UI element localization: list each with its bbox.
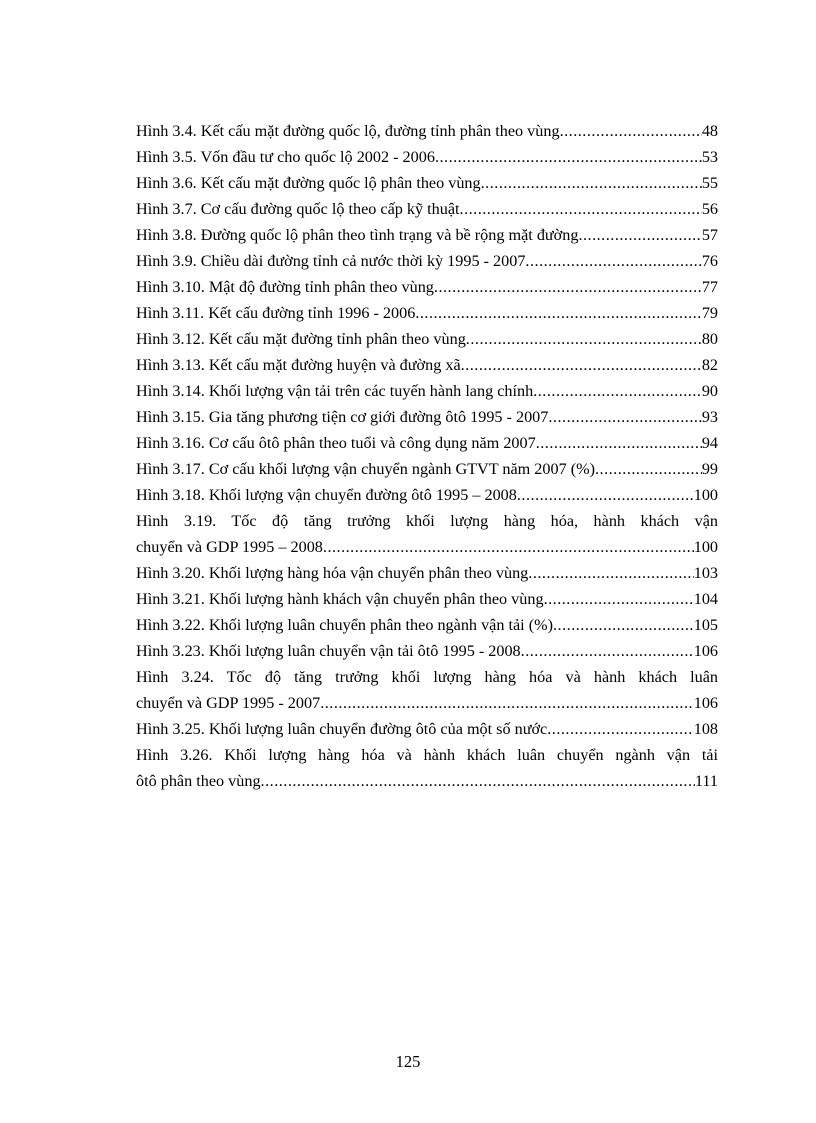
dot-leader [544,586,694,612]
entry-page: 55 [701,174,718,192]
entry-label: Hình 3.25. Khối lượng luân chuyển đường ôtô của một số nước [136,720,548,738]
dot-leader [533,378,702,404]
toc-entry-3-13 [136,352,718,378]
entry-label: Hình 3.21. Khối lượng hành khách vận chuyển phân theo vùng [136,590,544,608]
dot-leader [323,534,694,560]
toc-entry-3-16 [136,430,718,456]
entry-page: 53 [701,148,718,166]
entry-label: Hình 3.23. Khối lượng luân chuyển vận tải ôtô 1995 - 2008 [136,642,521,660]
entry-label: Hình 3.15. Gia tăng phương tiện cơ giới đường ôtô 1995 - 2007 [136,408,549,426]
toc-entry-3-12 [136,326,718,352]
entry-page: 106 [693,642,718,660]
entry-label: Hình 3.7. Cơ cấu đường quốc lộ theo cấp kỹ thuật [136,200,460,218]
dot-leader [517,482,694,508]
toc-entry-3-20 [136,560,718,586]
toc-entry-3-11 [136,300,718,326]
entry-page: 111 [694,772,718,790]
toc-entry-3-19 [136,508,718,560]
dot-leader [435,144,702,170]
toc-entry-3-9 [136,248,718,274]
dot-leader [553,612,694,638]
entry-label: Hình 3.12. Kết cấu mặt đường tỉnh phân theo vùng [136,330,466,348]
entry-label: Hình 3.9. Chiều dài đường tỉnh cả nước thời kỳ 1995 - 2007 [136,252,526,270]
dot-leader [481,170,702,196]
toc-entry-3-5 [136,144,718,170]
toc-entry-3-26 [136,742,718,794]
toc-entry-3-24 [136,664,718,716]
toc-entry-3-18 [136,482,718,508]
entry-page: 57 [701,226,718,244]
entry-label-continued: chuyển và GDP 1995 – 2008 [136,538,323,556]
toc-entry-3-17 [136,456,718,482]
toc-entry-3-21 [136,586,718,612]
dot-leader [536,430,702,456]
toc-entry-3-8 [136,222,718,248]
entry-label: Hình 3.8. Đường quốc lộ phân theo tình trạng và bề rộng mặt đường [136,226,579,244]
entry-label: Hình 3.11. Kết cấu đường tỉnh 1996 - 2006 [136,304,416,322]
toc-entry-3-14 [136,378,718,404]
entry-label: Hình 3.10. Mật độ đường tỉnh phân theo vùng [136,278,434,296]
dot-leader [547,716,693,742]
entry-page: 100 [693,538,718,556]
entry-page: 90 [701,382,718,400]
toc-entry-3-22 [136,612,718,638]
toc-entry-3-7 [136,196,718,222]
entry-label: Hình 3.5. Vốn đầu tư cho quốc lộ 2002 - 2006 [136,148,435,166]
entry-page: 56 [701,200,718,218]
toc-entry-3-25 [136,716,718,742]
entry-label: Hình 3.26. Khối lượng hàng hóa và hành khách luân chuyển ngành vận tải [136,746,718,764]
toc-entry-3-4 [136,118,718,144]
dot-leader [261,768,695,794]
entry-label: Hình 3.22. Khối lượng luân chuyển phân theo ngành vận tải (%) [136,616,553,634]
entry-page: 103 [693,564,718,582]
toc-entry-3-6 [136,170,718,196]
table-of-figures [136,118,718,794]
entry-label: Hình 3.17. Cơ cấu khối lượng vận chuyển ngành GTVT năm 2007 (%) [136,460,595,478]
dot-leader [460,196,702,222]
dot-leader [578,222,701,248]
dot-leader [415,300,702,326]
dot-leader [434,274,702,300]
entry-page: 76 [701,252,718,270]
toc-entry-3-23 [136,638,718,664]
entry-page: 105 [693,616,718,634]
toc-entry-3-10 [136,274,718,300]
entry-page: 82 [701,356,718,374]
entry-label-continued: chuyển và GDP 1995 - 2007 [136,694,321,712]
entry-label: Hình 3.14. Khối lượng vận tải trên các tuyến hành lang chính [136,382,534,400]
dot-leader [320,690,694,716]
entry-label: Hình 3.24. Tốc độ tăng trưởng khối lượng hàng hóa và hành khách luân [136,668,718,686]
entry-label: Hình 3.16. Cơ cấu ôtô phân theo tuổi và công dụng năm 2007 [136,434,536,452]
dot-leader [548,404,701,430]
entry-page: 79 [701,304,718,322]
entry-label: Hình 3.18. Khối lượng vận chuyển đường ôtô 1995 – 2008 [136,486,517,504]
entry-page: 48 [701,122,718,140]
entry-page: 108 [693,720,718,738]
dot-leader [528,560,693,586]
toc-entry-3-15 [136,404,718,430]
entry-page: 99 [701,460,718,478]
dot-leader [521,638,694,664]
entry-label: Hình 3.13. Kết cấu mặt đường huyện và đường xã [136,356,461,374]
dot-leader [560,118,702,144]
dot-leader [461,352,702,378]
entry-page: 106 [693,694,718,712]
entry-page: 104 [693,590,718,608]
entry-page: 100 [693,486,718,504]
entry-label: Hình 3.4. Kết cấu mặt đường quốc lộ, đường tỉnh phân theo vùng [136,122,560,140]
entry-label: Hình 3.20. Khối lượng hàng hóa vận chuyển phân theo vùng [136,564,529,582]
dot-leader [466,326,702,352]
entry-label-continued: ôtô phân theo vùng [136,772,261,790]
entry-label: Hình 3.19. Tốc độ tăng trưởng khối lượng hàng hóa, hành khách vận [136,512,718,530]
dot-leader [595,456,702,482]
dot-leader [525,248,701,274]
entry-page: 77 [701,278,718,296]
page-number: 125 [395,1052,421,1071]
entry-page: 94 [701,434,718,452]
entry-page: 80 [701,330,718,348]
entry-label: Hình 3.6. Kết cấu mặt đường quốc lộ phân theo vùng [136,174,481,192]
entry-page: 93 [701,408,718,426]
